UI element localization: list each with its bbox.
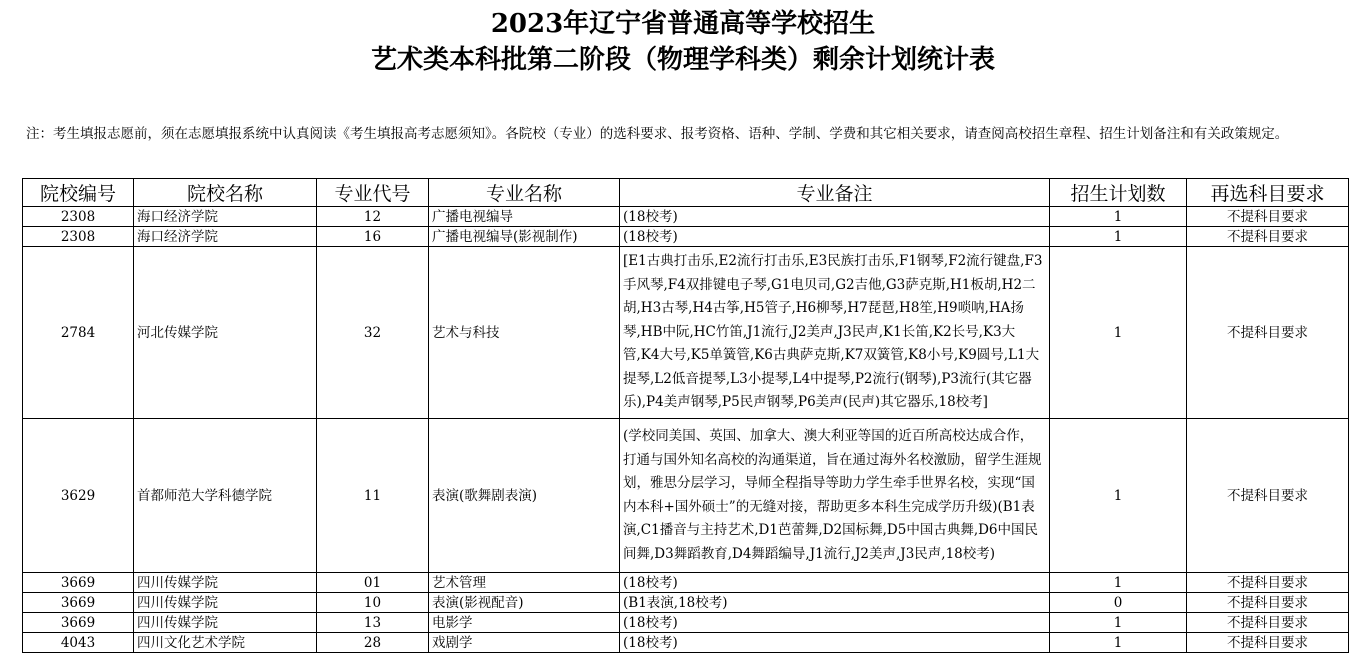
plan-count-cell: 1 [1050, 573, 1187, 593]
major-name-cell: 电影学 [429, 613, 620, 633]
major-name-cell: 表演(歌舞剧表演) [429, 419, 620, 573]
major-remark-cell: (18校考) [620, 573, 1050, 593]
school-code-cell: 3669 [23, 573, 134, 593]
table-row [23, 419, 1349, 573]
school-code-cell: 2308 [23, 207, 134, 227]
school-code-cell: 2308 [23, 227, 134, 247]
major-remark-cell: (B1表演,18校考) [620, 593, 1050, 613]
remaining-plan-table [22, 178, 1349, 653]
major-code-cell: 10 [317, 593, 429, 613]
header-major-code: 专业代号 [317, 179, 429, 207]
major-remark-cell: (18校考) [620, 227, 1050, 247]
header-school-code: 院校编号 [23, 179, 134, 207]
plan-count-cell: 0 [1050, 593, 1187, 613]
table-row [23, 207, 1349, 227]
header-major-remark: 专业备注 [620, 179, 1050, 207]
major-remark-cell: (18校考) [620, 613, 1050, 633]
notice-text: 注：考生填报志愿前，须在志愿填报系统中认真阅读《考生填报高考志愿须知》。各院校（专业）的选科要求、报考资格、语种、学制、学费和其它相关要求，请查阅高校招生章程、招生计划备注和有关政策规定。 [26, 126, 1289, 142]
table-row [23, 573, 1349, 593]
major-code-cell: 01 [317, 573, 429, 593]
major-code-cell: 16 [317, 227, 429, 247]
plan-count-cell: 1 [1050, 633, 1187, 653]
school-code-cell: 4043 [23, 633, 134, 653]
header-major-name: 专业名称 [429, 179, 620, 207]
table-row [23, 633, 1349, 653]
school-name-cell: 河北传媒学院 [134, 247, 317, 419]
school-name-cell: 海口经济学院 [134, 227, 317, 247]
major-code-cell: 32 [317, 247, 429, 419]
subject-requirement-cell: 不提科目要求 [1187, 573, 1349, 593]
table-header-row [23, 179, 1349, 207]
table-row [23, 247, 1349, 419]
school-name-cell: 四川传媒学院 [134, 573, 317, 593]
subject-requirement-cell: 不提科目要求 [1187, 613, 1349, 633]
plan-count-cell: 1 [1050, 227, 1187, 247]
major-name-cell: 艺术管理 [429, 573, 620, 593]
school-code-cell: 3629 [23, 419, 134, 573]
major-code-cell: 13 [317, 613, 429, 633]
school-code-cell: 2784 [23, 247, 134, 419]
major-remark-cell: [E1古典打击乐,E2流行打击乐,E3民族打击乐,F1钢琴,F2流行键盘,F3手风琴,F4双排键电子琴,G1电贝司,G2吉他,G3萨克斯,H1板胡,H2二胡,H3古琴,H4古筝,H5管子,H6柳琴,H7琵琶,H8笙,H9唢呐,HA扬琴,HB中阮,HC竹笛,J1流行,J2美声,J3民声,K1长笛,K2长号,K3大管,K4大号,K5单簧管,K6古典萨克斯,K7双簧管,K8小号,K9圆号,L1大提琴,L2低音提琴,L3小提琴,L4中提琴,P2流行(钢琴),P3流行(其它器乐),P4美声钢琴,P5民声钢琴,P6美声(民声)其它器乐,18校考] [620, 247, 1050, 419]
plan-count-cell: 1 [1050, 207, 1187, 227]
school-name-cell: 四川传媒学院 [134, 613, 317, 633]
major-code-cell: 28 [317, 633, 429, 653]
subject-requirement-cell: 不提科目要求 [1187, 227, 1349, 247]
table-row [23, 593, 1349, 613]
major-remark-cell: (18校考) [620, 633, 1050, 653]
subject-requirement-cell: 不提科目要求 [1187, 633, 1349, 653]
major-remark-cell: (学校同美国、英国、加拿大、澳大利亚等国的近百所高校达成合作，打通与国外知名高校的沟通渠道，旨在通过海外名校激励，留学生涯规划，雅思分层学习，导师全程指导等助力学生牵手世界名校，实现“国内本科+国外硕士”的无缝对接，帮助更多本科生完成学历升级)(B1表演,C1播音与主持艺术,D1芭蕾舞,D2国标舞,D5中国古典舞,D6中国民间舞,D3舞蹈教育,D4舞蹈编导,J1流行,J2美声,J3民声,18校考) [620, 419, 1050, 573]
major-remark-cell: (18校考) [620, 207, 1050, 227]
plan-count-cell: 1 [1050, 613, 1187, 633]
header-school-name: 院校名称 [134, 179, 317, 207]
school-code-cell: 3669 [23, 613, 134, 633]
plan-count-cell: 1 [1050, 247, 1187, 419]
school-name-cell: 四川文化艺术学院 [134, 633, 317, 653]
major-code-cell: 11 [317, 419, 429, 573]
major-name-cell: 表演(影视配音) [429, 593, 620, 613]
subject-requirement-cell: 不提科目要求 [1187, 247, 1349, 419]
header-subject-requirement: 再选科目要求 [1187, 179, 1349, 207]
major-name-cell: 广播电视编导 [429, 207, 620, 227]
major-name-cell: 艺术与科技 [429, 247, 620, 419]
major-name-cell: 戏剧学 [429, 633, 620, 653]
major-code-cell: 12 [317, 207, 429, 227]
table-row [23, 613, 1349, 633]
subject-requirement-cell: 不提科目要求 [1187, 207, 1349, 227]
plan-count-cell: 1 [1050, 419, 1187, 573]
page-title-line1: 2023年辽宁省普通高等学校招生 [490, 9, 876, 39]
table-row [23, 227, 1349, 247]
school-code-cell: 3669 [23, 593, 134, 613]
school-name-cell: 四川传媒学院 [134, 593, 317, 613]
subject-requirement-cell: 不提科目要求 [1187, 419, 1349, 573]
major-name-cell: 广播电视编导(影视制作) [429, 227, 620, 247]
school-name-cell: 海口经济学院 [134, 207, 317, 227]
header-plan-count: 招生计划数 [1050, 179, 1187, 207]
page-title-line2: 艺术类本科批第二阶段（物理学科类）剩余计划统计表 [370, 45, 995, 75]
subject-requirement-cell: 不提科目要求 [1187, 593, 1349, 613]
school-name-cell: 首都师范大学科德学院 [134, 419, 317, 573]
